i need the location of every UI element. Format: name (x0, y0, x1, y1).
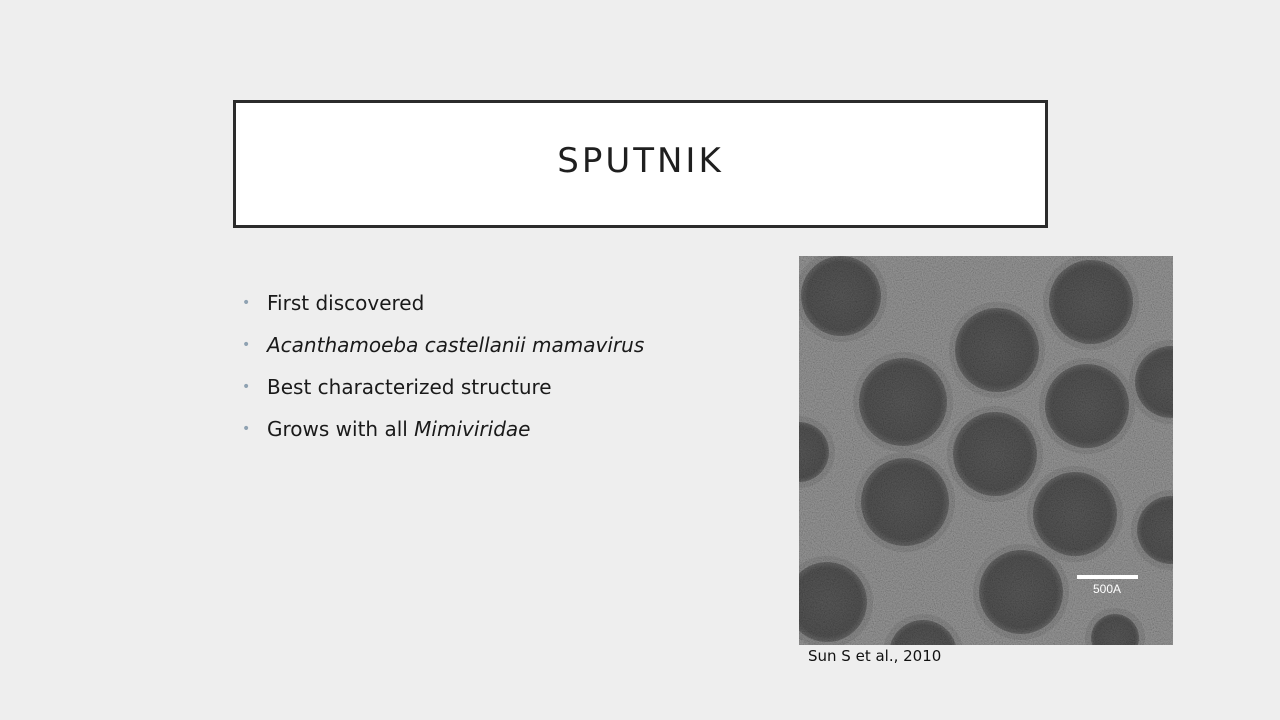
bullet-item (242, 282, 644, 324)
bullet-list (242, 282, 644, 450)
bullet-text (267, 375, 552, 399)
bullet-dot-icon: • (242, 379, 251, 395)
bullet-item (242, 408, 644, 450)
bullet-italic: Acanthamoeba castellanii mamavirus (267, 333, 645, 357)
bullet-dot-icon: • (242, 295, 251, 311)
bullet-dot-icon: • (242, 421, 251, 437)
scale-bar (1077, 575, 1138, 579)
scale-bar-label: 500A (1093, 582, 1122, 596)
bullet-plain: Grows with all (267, 417, 415, 441)
bullet-italic: Mimiviridae (414, 417, 531, 441)
bullet-plain: Best characterized structure (267, 375, 552, 399)
image-caption: Sun S et al., 2010 (808, 647, 942, 665)
bullet-plain: First discovered (267, 291, 425, 315)
title-box (233, 100, 1048, 228)
bullet-dot-icon: • (242, 337, 251, 353)
bullet-text (267, 417, 530, 441)
bullet-text (267, 291, 424, 315)
bullet-item (242, 324, 644, 366)
slide-title: SPUTNIK (557, 141, 724, 181)
bullet-text (267, 333, 644, 357)
bullet-item (242, 366, 644, 408)
